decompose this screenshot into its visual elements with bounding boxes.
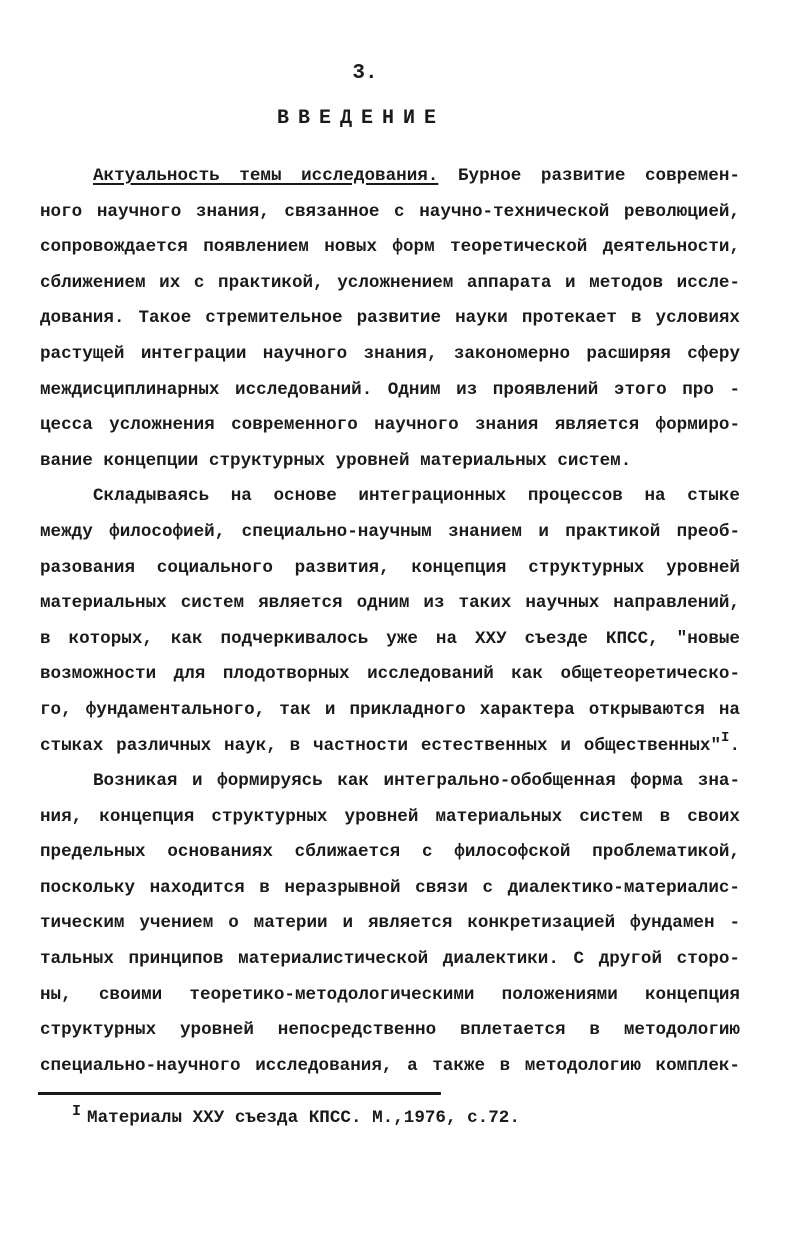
paragraph-3-line-9: специально-научного исследования, а также в методологию комплек-	[40, 1055, 740, 1076]
topic-relevance-heading: Актуальность темы исследования.	[93, 166, 439, 186]
paragraph-1-line-4: сближением их с практикой, усложнением аппарата и методов иссле-	[40, 272, 740, 293]
paragraph-2-line-6: возможности для плодотворных исследований как общетеоретическо-	[40, 664, 740, 685]
paragraph-2-line-4: материальных систем является одним из таких научных направлений,	[40, 593, 740, 614]
paragraph-2-line-1: Складываясь на основе интеграционных процессов на стыке	[93, 486, 740, 507]
paragraph-2-end-punct: .	[729, 735, 740, 756]
footnote-mark: I	[72, 1103, 82, 1120]
section-heading: ВВЕДЕНИЕ	[276, 107, 445, 130]
paragraph-3-line-1: Возникая и формируясь как интегрально-обобщенная форма зна-	[93, 771, 740, 792]
body-text	[40, 163, 740, 1088]
paragraph-2-line-7: го, фундаментального, так и прикладного характера открываются на	[40, 699, 740, 720]
page-number: 3.	[352, 62, 378, 85]
paragraph-1-line-6: растущей интеграции научного знания, закономерно расширяя сферу	[40, 343, 740, 364]
paragraph-2-line-2: между философией, специально-научным знанием и практикой преоб-	[40, 521, 740, 542]
paragraph-3-line-4: поскольку находится в неразрывной связи с диалектико-материалис-	[40, 877, 740, 898]
paragraph-1-line-1	[40, 163, 740, 199]
paragraph-3-line-2: ния, концепция структурных уровней материальных систем в своих	[40, 806, 740, 827]
paragraph-1-line-3: сопровождается появлением новых форм теоретической деятельности,	[40, 237, 740, 258]
paragraph-2-line-3: разования социального развития, концепция структурных уровней	[40, 557, 740, 578]
paragraph-3-line-6: тальных принципов материалистической диалектики. С другой сторо-	[40, 949, 740, 970]
paragraph-1-line-1-rest: Бурное развитие современ-	[438, 166, 740, 186]
paragraph-1-line-2: ного научного знания, связанное с научно-технической революцией,	[40, 201, 740, 222]
paragraph-3-line-7: ны, своими теоретико-методологическими положениями концепция	[40, 984, 740, 1005]
paragraph-3-line-8: структурных уровней непосредственно вплетается в методологию	[40, 1020, 740, 1041]
footnote-text: Материалы XXУ съезда КПСС. М.,1976, с.72.	[87, 1108, 520, 1128]
paragraph-1-line-5: дования. Такое стремительное развитие науки протекает в условиях	[40, 308, 740, 329]
paragraph-2-line-8	[40, 729, 740, 769]
paragraph-3-line-3: предельных основаниях сближается с философской проблематикой,	[40, 842, 740, 863]
paragraph-2-line-8-text: стыках различных наук, в частности естественных и общественных"	[40, 735, 722, 756]
paragraph-1-line-7: междисциплинарных исследований. Одним из проявлений этого про -	[40, 379, 740, 400]
paragraph-3-line-5: тическим учением о материи и является конкретизацией фундамен -	[40, 913, 740, 934]
footnote-divider	[38, 1092, 441, 1095]
paragraph-2-line-5: в которых, как подчеркивалось уже на XXУ съезде КПСС, "новые	[40, 628, 740, 649]
paragraph-1-line-8: цесса усложнения современного научного знания является формиро-	[40, 415, 740, 436]
footnote-reference: I	[721, 729, 730, 746]
footnote	[72, 1103, 520, 1128]
paragraph-1-line-9: вание концепции структурных уровней материальных систем.	[40, 450, 632, 471]
